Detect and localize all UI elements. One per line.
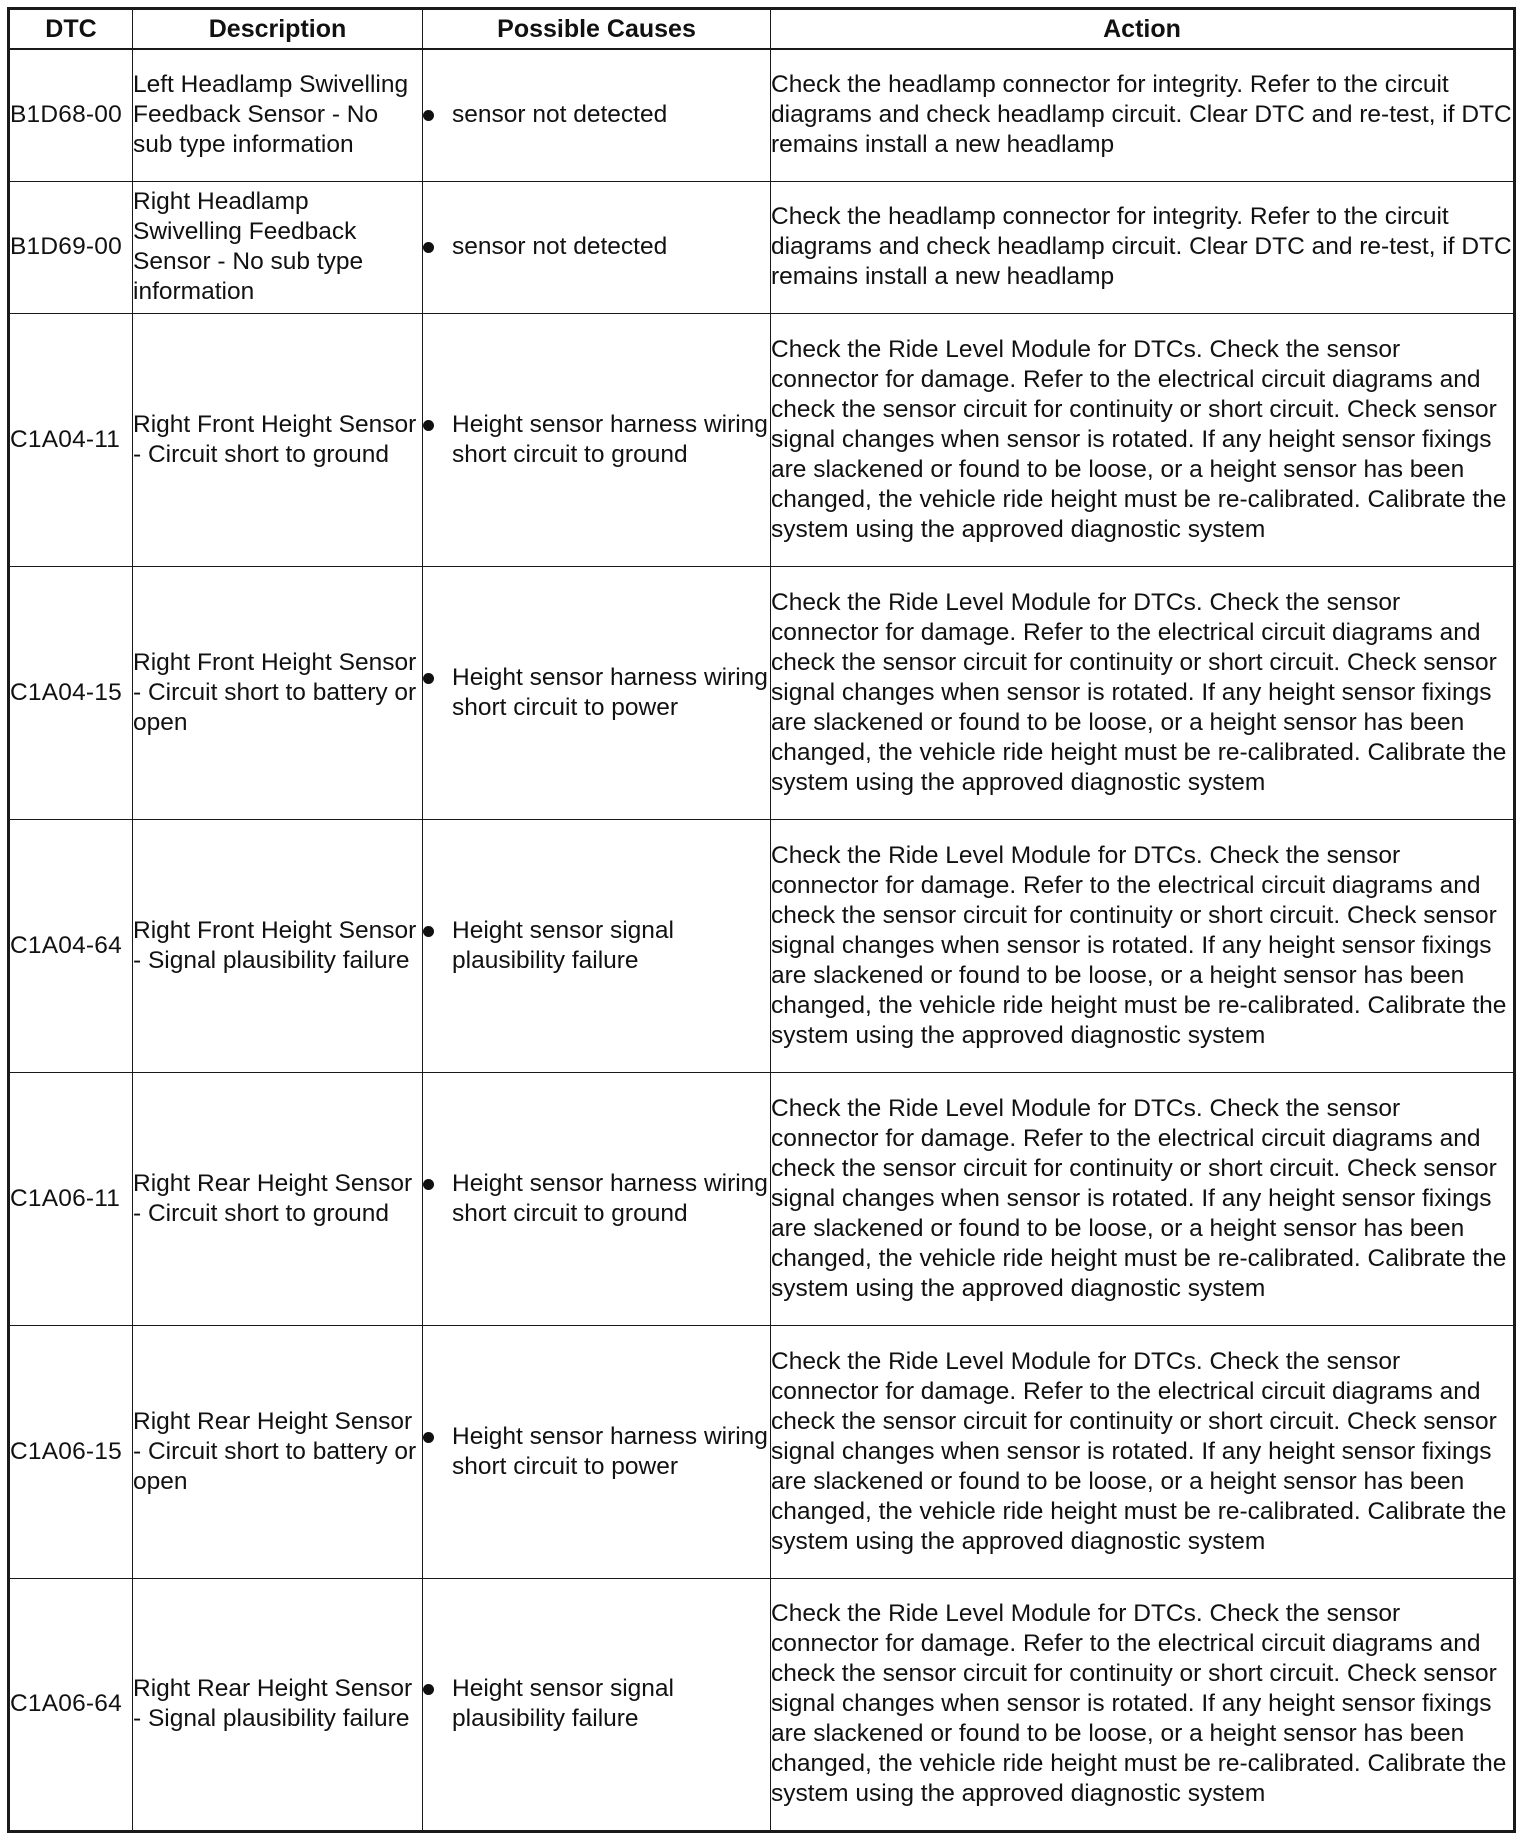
possible-cause xyxy=(423,1325,771,1578)
bullet-icon xyxy=(423,926,434,937)
table-row xyxy=(9,313,1515,566)
dtc-description: Right Front Height Sensor - Circuit short to ground xyxy=(133,313,423,566)
action-text: Check the Ride Level Module for DTCs. Check the sensor connector for damage. Refer to the electrical circuit diagrams and check the sensor circuit for continuity or short circuit. Check sensor signal changes when sensor is rotated. If any height sensor fixings are slackened or found to be loose, or a height sensor has been changed, the vehicle ride height must be re-calibrated. Calibrate the system using the approved diagnostic system xyxy=(771,819,1515,1072)
cause-text: Height sensor harness wiring short circuit to ground xyxy=(452,1169,768,1227)
cause-text: Height sensor signal plausibility failure xyxy=(452,1675,674,1732)
dtc-code: C1A04-64 xyxy=(9,819,133,1072)
header-row xyxy=(9,9,1515,50)
table-row xyxy=(9,566,1515,819)
table-row xyxy=(9,1325,1515,1578)
table-row xyxy=(9,819,1515,1072)
bullet-icon xyxy=(423,242,434,253)
header-dtc: DTC xyxy=(9,9,133,50)
header-possible-causes: Possible Causes xyxy=(423,9,771,50)
dtc-code: C1A04-11 xyxy=(9,313,133,566)
action-text: Check the Ride Level Module for DTCs. Check the sensor connector for damage. Refer to the electrical circuit diagrams and check the sensor circuit for continuity or short circuit. Check sensor signal changes when sensor is rotated. If any height sensor fixings are slackened or found to be loose, or a height sensor has been changed, the vehicle ride height must be re-calibrated. Calibrate the system using the approved diagnostic system xyxy=(771,566,1515,819)
bullet-icon xyxy=(423,1179,434,1190)
header-description: Description xyxy=(133,9,423,50)
bullet-icon xyxy=(423,673,434,684)
dtc-code: B1D69-00 xyxy=(9,181,133,313)
cause-text: Height sensor signal plausibility failure xyxy=(452,916,674,974)
action-text: Check the Ride Level Module for DTCs. Check the sensor connector for damage. Refer to the electrical circuit diagrams and check the sensor circuit for continuity or short circuit. Check sensor signal changes when sensor is rotated. If any height sensor fixings are slackened or found to be loose, or a height sensor has been changed, the vehicle ride height must be re-calibrated. Calibrate the system using the approved diagnostic system xyxy=(771,1325,1515,1578)
cause-list-item xyxy=(423,1422,770,1482)
possible-cause xyxy=(423,313,771,566)
possible-cause xyxy=(423,49,771,181)
possible-cause xyxy=(423,1072,771,1325)
action-text: Check the Ride Level Module for DTCs. Check the sensor connector for damage. Refer to the electrical circuit diagrams and check the sensor circuit for continuity or short circuit. Check sensor signal changes when sensor is rotated. If any height sensor fixings are slackened or found to be loose, or a height sensor has been changed, the vehicle ride height must be re-calibrated. Calibrate the system using the approved diagnostic system xyxy=(771,1072,1515,1325)
dtc-description: Right Front Height Sensor - Signal plausibility failure xyxy=(133,819,423,1072)
possible-cause xyxy=(423,181,771,313)
dtc-code: C1A04-15 xyxy=(9,566,133,819)
cause-list-item xyxy=(423,232,770,262)
cause-list-item xyxy=(423,1674,770,1734)
cause-list-item xyxy=(423,663,770,723)
dtc-table xyxy=(7,7,1516,1833)
dtc-code: C1A06-11 xyxy=(9,1072,133,1325)
dtc-description: Right Rear Height Sensor - Circuit short to battery or open xyxy=(133,1325,423,1578)
possible-cause xyxy=(423,566,771,819)
cause-list-item xyxy=(423,1169,770,1229)
bullet-icon xyxy=(423,110,434,121)
dtc-description: Right Headlamp Swivelling Feedback Sensor - No sub type information xyxy=(133,181,423,313)
dtc-description: Left Headlamp Swivelling Feedback Sensor - No sub type information xyxy=(133,49,423,181)
bullet-icon xyxy=(423,1684,434,1695)
table-body xyxy=(9,49,1515,1831)
possible-cause xyxy=(423,1578,771,1831)
table-row xyxy=(9,1578,1515,1831)
table-row xyxy=(9,1072,1515,1325)
dtc-code: C1A06-15 xyxy=(9,1325,133,1578)
bullet-icon xyxy=(423,420,434,431)
cause-text: Height sensor harness wiring short circuit to power xyxy=(452,1422,768,1480)
action-text: Check the Ride Level Module for DTCs. Check the sensor connector for damage. Refer to the electrical circuit diagrams and check the sensor circuit for continuity or short circuit. Check sensor signal changes when sensor is rotated. If any height sensor fixings are slackened or found to be loose, or a height sensor has been changed, the vehicle ride height must be re-calibrated. Calibrate the system using the approved diagnostic system xyxy=(771,313,1515,566)
cause-list-item xyxy=(423,100,770,130)
cause-text: Height sensor harness wiring short circuit to ground xyxy=(452,410,768,468)
dtc-code: B1D68-00 xyxy=(9,49,133,181)
table-row xyxy=(9,49,1515,181)
cause-list-item xyxy=(423,916,770,976)
cause-list-item xyxy=(423,410,770,470)
action-text: Check the Ride Level Module for DTCs. Check the sensor connector for damage. Refer to the electrical circuit diagrams and check the sensor circuit for continuity or short circuit. Check sensor signal changes when sensor is rotated. If any height sensor fixings are slackened or found to be loose, or a height sensor has been changed, the vehicle ride height must be re-calibrated. Calibrate the system using the approved diagnostic system xyxy=(771,1578,1515,1831)
dtc-description: Right Rear Height Sensor - Signal plausibility failure xyxy=(133,1578,423,1831)
dtc-description: Right Front Height Sensor - Circuit short to battery or open xyxy=(133,566,423,819)
dtc-code: C1A06-64 xyxy=(9,1578,133,1831)
table-header xyxy=(9,9,1515,50)
cause-text: sensor not detected xyxy=(452,233,668,260)
cause-text: sensor not detected xyxy=(452,101,668,129)
cause-text: Height sensor harness wiring short circuit to power xyxy=(452,663,768,721)
table-row xyxy=(9,181,1515,313)
bullet-icon xyxy=(423,1432,434,1443)
dtc-description: Right Rear Height Sensor - Circuit short to ground xyxy=(133,1072,423,1325)
action-text: Check the headlamp connector for integrity. Refer to the circuit diagrams and check headlamp circuit. Clear DTC and re-test, if DTC remains install a new headlamp xyxy=(771,49,1515,181)
possible-cause xyxy=(423,819,771,1072)
header-action: Action xyxy=(771,9,1515,50)
action-text: Check the headlamp connector for integrity. Refer to the circuit diagrams and check headlamp circuit. Clear DTC and re-test, if DTC remains install a new headlamp xyxy=(771,181,1515,313)
